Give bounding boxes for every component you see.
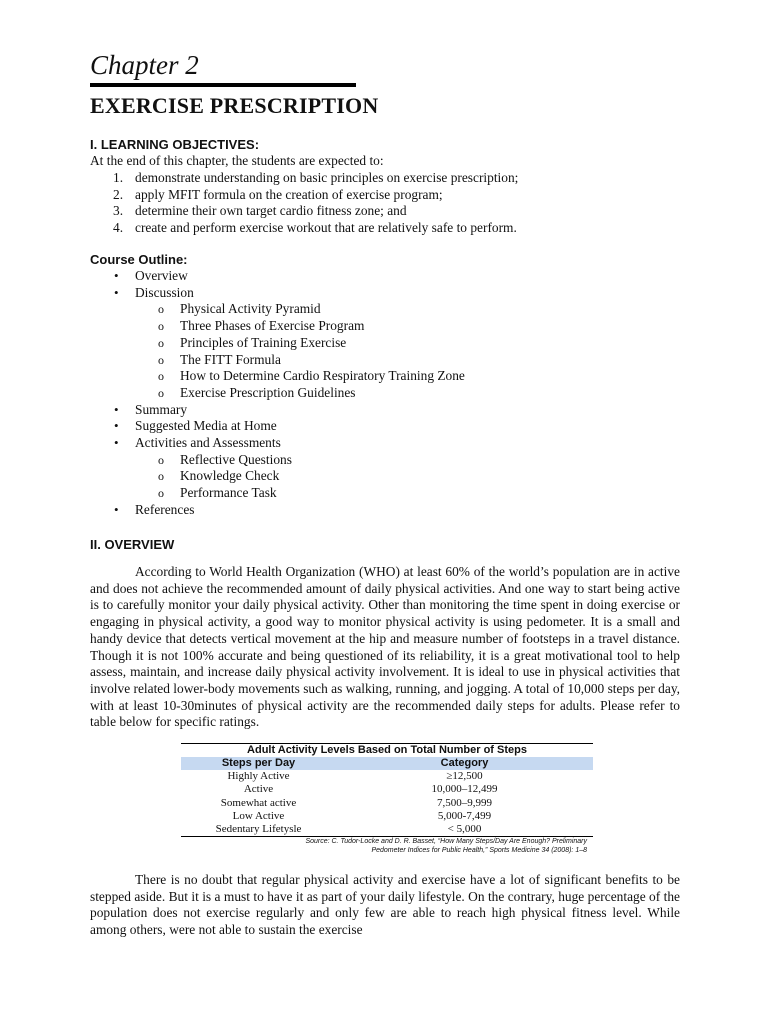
circle-bullet-icon: o [158, 469, 164, 484]
objective-text: determine their own target cardio fitness zone; and [135, 203, 407, 219]
table-caption: Adult Activity Levels Based on Total Number of Steps [181, 743, 593, 757]
outline-subitem [90, 335, 680, 352]
outline-subitem-text: Reflective Questions [180, 451, 292, 467]
objective-item [90, 203, 680, 220]
outline-item-text: Activities and Assessments [135, 435, 281, 451]
objective-text: apply MFIT formula on the creation of exercise program; [135, 186, 443, 202]
outline-subitem [90, 485, 680, 502]
overview-heading: II. OVERVIEW [90, 537, 175, 552]
outline-subitem-text: Physical Activity Pyramid [180, 301, 321, 317]
outline-item [90, 435, 680, 452]
outline-subitem [90, 385, 680, 402]
outline-subitem [90, 468, 680, 485]
outline-subitem-text: Performance Task [180, 485, 277, 501]
activity-level-cell: Highly Active [227, 770, 290, 782]
outline-subitem [90, 318, 680, 335]
bullet-icon: • [114, 268, 119, 283]
outline-subitem-text: Three Phases of Exercise Program [180, 318, 365, 334]
objective-number: 2. [113, 186, 124, 202]
bullet-icon: • [114, 418, 119, 434]
objective-number: 1. [113, 170, 124, 185]
course-outline-list [90, 268, 680, 519]
outline-item-text: Overview [135, 268, 188, 283]
table-header-row [181, 757, 593, 770]
steps-category-cell: 5,000-7,499 [437, 809, 492, 822]
bullet-icon: • [114, 435, 119, 451]
course-outline-heading: Course Outline: [90, 252, 188, 267]
outline-item-text: References [135, 501, 195, 517]
activity-level-cell: Somewhat active [220, 796, 297, 809]
circle-bullet-icon: o [158, 486, 164, 501]
outline-item-text: Discussion [135, 284, 194, 300]
circle-bullet-icon: o [158, 369, 164, 384]
steps-category-cell: < 5,000 [336, 823, 593, 837]
table-row [181, 770, 593, 783]
outline-subitem [90, 352, 680, 369]
learning-objectives-heading: I. LEARNING OBJECTIVES: [90, 137, 260, 152]
outline-subitem-text: The FITT Formula [180, 351, 281, 367]
objective-text: create and perform exercise workout that are relatively safe to perform. [135, 220, 517, 236]
outline-item-text: Suggested Media at Home [135, 418, 277, 434]
activity-levels-table [181, 743, 593, 837]
activity-level-cell: Low Active [232, 809, 285, 822]
activity-level-cell: Active [243, 783, 274, 796]
objectives-list [90, 170, 680, 237]
objective-item [90, 187, 680, 204]
steps-category-cell: 7,500–9,999 [437, 796, 492, 809]
table-source-line-2: Pedometer Indices for Public Health,” Sports Medicine 34 (2008): 1–8 [371, 846, 587, 854]
circle-bullet-icon: o [158, 335, 164, 350]
table-source-line-1: Source: C. Tudor-Locke and D. R. Basset, “How Many Steps/Day Are Enough? Preliminary [305, 838, 587, 846]
circle-bullet-icon: o [158, 302, 164, 317]
circle-bullet-icon: o [158, 385, 164, 400]
chapter-underline [90, 83, 356, 87]
steps-category-cell: ≥12,500 [446, 770, 483, 782]
outline-subitem-text: Exercise Prescription Guidelines [180, 384, 356, 400]
outline-subitem-text: Principles of Training Exercise [180, 334, 347, 350]
outline-subitem-text: How to Determine Cardio Respiratory Training Zone [180, 368, 465, 384]
objectives-intro: At the end of this chapter, the students are expected to: [90, 153, 384, 168]
outline-subitem [90, 452, 680, 469]
table-row [181, 783, 593, 796]
activity-level-cell: Sedentary Lifetysle [181, 823, 336, 837]
outline-subitem-text: Knowledge Check [180, 468, 280, 484]
objective-item [90, 170, 680, 187]
bullet-icon: • [114, 284, 119, 300]
activity-levels-table-block [181, 743, 593, 855]
table-row [181, 797, 593, 810]
overview-paragraph-1: According to World Health Organization (WHO) at least 60% of the world’s population are in active and does not achieve the recommended amount of daily physical activities. And one way to start being active is to carefully monitor your daily physical activity. Other than monitoring the time spent in doing exercise or engaging in physical activity, a good way to monitor physical activity is using pedometer. It is a small and handy device that detects vertical movement at the hip and measure number of footsteps in a travel distance. Though it is not 100% accurate and being questioned of its reliability, it is a great motivational tool to help assess, maintain, and increase daily physical activity involvement. It is ideal to use in physical activities that involve related lower-body movements such as walking, running, and jogging. A total of 10,000 steps per day, with at least 10-30minutes of physical activity are the recommended daily steps for adults. Please refer to table below for specific ratings. [90, 564, 680, 730]
steps-category-cell: 10,000–12,499 [431, 783, 498, 796]
bullet-icon: • [114, 501, 119, 517]
objective-number: 3. [113, 203, 124, 219]
table-header-steps: Steps per Day [181, 757, 336, 770]
objective-item [90, 220, 680, 237]
overview-paragraph-2: There is no doubt that regular physical activity and exercise have a lot of significant benefits to be stepped aside. But it is a must to have it as part of your daily lifestyle. On the contrary, huge percentage of the population does not exercise regularly and only few are able to reach high physical fitness level. While among others, were not able to sustain the exercise [90, 872, 680, 938]
objective-text: demonstrate understanding on basic principles on exercise prescription; [135, 170, 519, 185]
chapter-label: Chapter 2 [90, 50, 199, 80]
chapter-title: EXERCISE PRESCRIPTION [90, 93, 379, 118]
table-row [181, 810, 593, 823]
circle-bullet-icon: o [158, 319, 164, 334]
outline-item [90, 268, 680, 285]
outline-item-text: Summary [135, 401, 188, 417]
table-source [181, 838, 593, 855]
circle-bullet-icon: o [158, 352, 164, 367]
circle-bullet-icon: o [158, 452, 164, 467]
outline-subitem [90, 368, 680, 385]
outline-subitem [90, 301, 680, 318]
outline-item [90, 502, 680, 519]
outline-item [90, 285, 680, 302]
outline-item [90, 418, 680, 435]
table-header-category: Category [336, 757, 593, 770]
table-row [181, 823, 593, 837]
objective-number: 4. [113, 220, 124, 236]
bullet-icon: • [114, 401, 119, 417]
outline-item [90, 402, 680, 419]
